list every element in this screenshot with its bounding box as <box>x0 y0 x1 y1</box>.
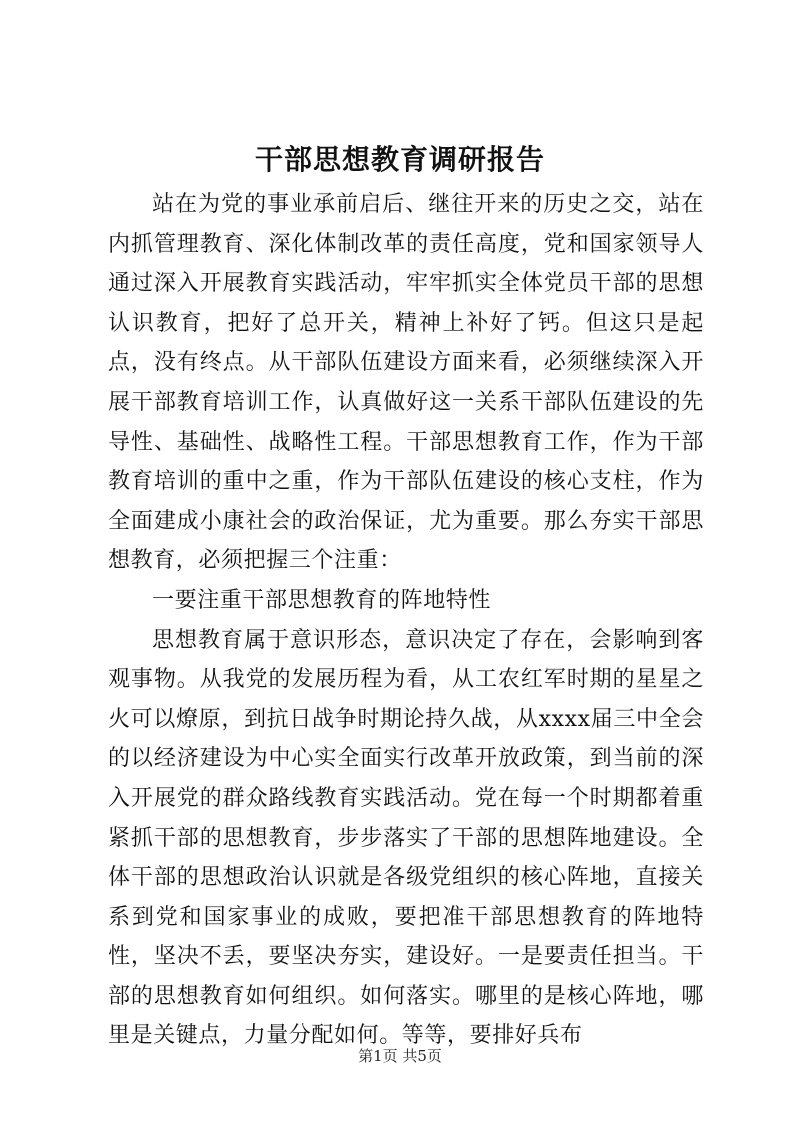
paragraph-position: 思想教育属于意识形态，意识决定了存在，会影响到客观事物。从我党的发展历程为看，从工农红军时期的星星之火可以燎原，到抗日战争时期论持久战，从xxxx届三中全会的以经济建设为中心实全面实行改革开放政策，到当前的深入开展党的群众路线教育实践活动。党在每一个时期都着重紧抓干部的思想教育，步步落实了干部的思想阵地建设。全体干部的思想政治认识就是各级党组织的核心阵地，直接关系到党和国家事业的成败，要把准干部思想教育的阵地特性，坚决不丢，要坚决夯实，建设好。一是要责任担当。干部的思想教育如何组织。如何落实。哪里的是核心阵地，哪里是关键点，力量分配如何。等等，要排好兵布 <box>108 627 704 1049</box>
paragraph-intro: 站在为党的事业承前启后、继往开来的历史之交，站在内抓管理教育、深化体制改革的责任高度，党和国家领导人通过深入开展教育实践活动，牢牢抓实全体党员干部的思想认识教育，把好了总开关，精神上补好了钙。但这只是起点，没有终点。从干部队伍建设方面来看，必须继续深入开展干部教育培训工作，认真做好这一关系干部队伍建设的先导性、基础性、战略性工程。干部思想教育工作，作为干部教育培训的重中之重，作为干部队伍建设的核心支柱，作为全面建成小康社会的政治保证，尤为重要。那么夯实干部思想教育，必须把握三个注重： <box>108 192 704 574</box>
section-heading: 一要注重干部思想教育的阵地特性 <box>152 587 492 613</box>
page-number-footer: 第1页 共5页 <box>358 1047 442 1065</box>
document-title: 干部思想教育调研报告 <box>254 143 545 176</box>
document-body <box>108 185 704 1056</box>
